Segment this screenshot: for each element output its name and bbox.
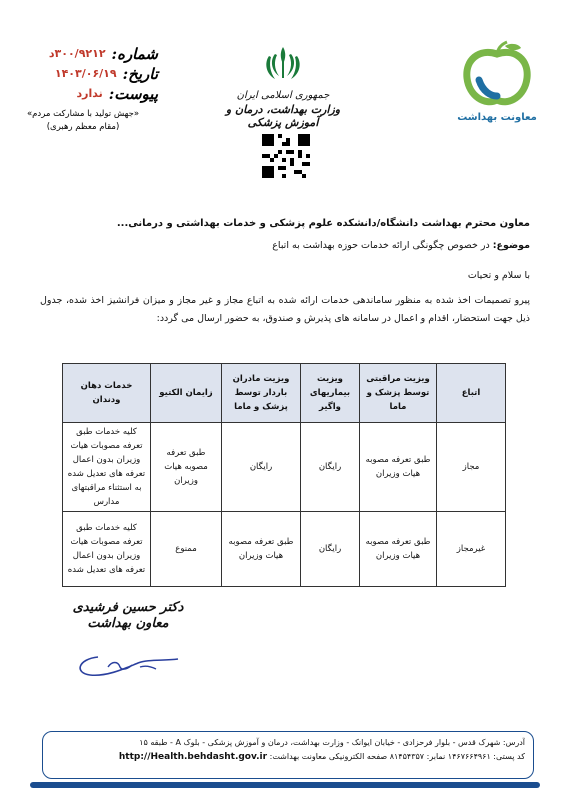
table-cell: طبق تعرفه مصوبه هیات وزیران: [151, 423, 222, 512]
body-paragraph: پیرو تصمیمات اخذ شده به منظور ساماندهی خدمات ارائه شده به اتباع مجاز و غیر مجاز و میزان فرانشیز اخذ شده، جدول ذیل جهت استحضار، اقدام و اعمال در سامانه های پذیرش و صندوق، به حضور ارسال می گردد:: [40, 295, 530, 324]
handwritten-signature-icon: [68, 637, 188, 683]
table-cell: رایگان: [301, 423, 360, 512]
attachment-row: [18, 84, 158, 104]
services-table: [62, 363, 506, 587]
greeting: با سلام و تحیات: [467, 270, 530, 281]
number-value: ۳۰۰/۹۲۱۲د: [48, 47, 106, 60]
table-cell: کلیه خدمات طبق تعرفه مصوبات هیات وزیران بدون اعمال تعرفه های تعدیل شده: [63, 512, 151, 587]
attachment-label: پیوست:: [108, 85, 158, 103]
table-header-row: [63, 364, 506, 423]
header-nationals: اتباع: [437, 364, 506, 423]
table-cell: رایگان: [301, 512, 360, 587]
footer-contact-line: [51, 750, 525, 764]
table-row: [63, 423, 506, 512]
table-cell: مجاز: [437, 423, 506, 512]
apple-logo-icon: [457, 40, 537, 110]
addressee: معاون محترم بهداشت دانشگاه/دانشکده علوم پزشکی و خدمات بهداشتی و درمانی...: [116, 218, 530, 229]
table-cell: کلیه خدمات طبق تعرفه مصوبات هیات وزیران بدون اعمال تعرفه های تعدیل شده به استثناء مراقبتهای مدارس: [63, 423, 151, 512]
attachment-value: ندارد: [76, 87, 103, 100]
table-cell: غیرمجاز: [437, 512, 506, 587]
government-emblem-block: [208, 44, 358, 129]
government-name: جمهوری اسلامی ایران: [236, 90, 330, 101]
signatory-name: دکتر حسین فرشیدی: [72, 600, 184, 615]
date-row: [18, 64, 158, 84]
number-row: [18, 44, 158, 64]
qr-code-icon: [262, 134, 310, 178]
logo-text: معاونت بهداشت: [457, 112, 537, 123]
subject-line: [40, 240, 530, 251]
footer-contact: کد پستی: ۱۴۶۷۶۶۴۹۶۱ نمابر: ۸۱۴۵۴۳۵۷ صفحه الکترونیکی معاونت بهداشت:: [269, 752, 525, 761]
footer-address: آدرس: شهرک قدس - بلوار فرحزادی - خیابان ایوانک - وزارت بهداشت، درمان و آموزش پزشکی - بلوک A - طبقه ۱۵: [139, 738, 525, 747]
subject-label: موضوع:: [492, 240, 530, 251]
table-cell: طبق تعرفه مصوبه هیات وزیران: [360, 423, 437, 512]
signature-block: [58, 600, 198, 683]
table-cell: ممنوع: [151, 512, 222, 587]
table-cell: رایگان: [222, 423, 301, 512]
motto: [8, 108, 158, 134]
header-dental-services: خدمات دهان ودندان: [63, 364, 151, 423]
letter-footer: [42, 731, 534, 779]
header-elective-delivery: زایمان الکتیو: [151, 364, 222, 423]
subject-text: در خصوص چگونگی ارائه خدمات حوزه بهداشت به اتباع: [272, 240, 490, 251]
footer-website-link[interactable]: http://Health.behdasht.gov.ir: [118, 752, 268, 762]
letter-meta: [18, 44, 158, 134]
motto-line1: «جهش تولید با مشارکت مردم»: [26, 109, 140, 119]
footer-bar: [30, 782, 540, 788]
date-label: تاریخ:: [122, 65, 158, 83]
header-care-visit: ویزیت مراقبتی توسط پزشک و ماما: [360, 364, 437, 423]
table-row: [63, 512, 506, 587]
ministry-name: وزارت بهداشت، درمان و آموزش پزشکی: [225, 103, 341, 129]
motto-line2: (مقام معظم رهبری): [46, 122, 120, 132]
emblem-icon: [261, 44, 305, 84]
table-cell: طبق تعرفه مصوبه هیات وزیران: [360, 512, 437, 587]
header-pregnancy-visit: ویزیت مادران باردار توسط پزشک و ماما: [222, 364, 301, 423]
date-value: ۱۴۰۳/۰۶/۱۹: [54, 67, 117, 80]
header-communicable-visit: ویزیت بیماریهای واگیر: [301, 364, 360, 423]
health-deputy-logo: [452, 40, 542, 123]
signatory-title: معاون بهداشت: [87, 616, 169, 631]
table-cell: طبق تعرفه مصوبه هیات وزیران: [222, 512, 301, 587]
number-label: شماره:: [111, 45, 158, 63]
